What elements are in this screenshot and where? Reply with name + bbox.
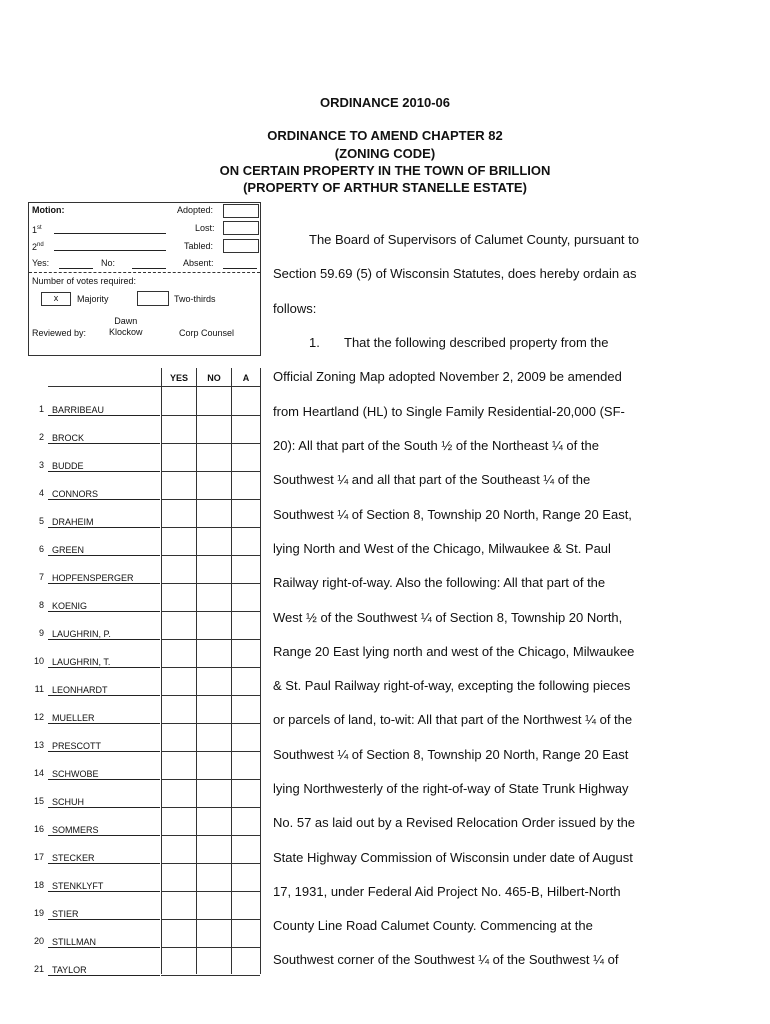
- no-column-rule: [196, 368, 197, 974]
- body-line-4: That the following described property from the: [344, 335, 609, 350]
- body-line-18: No. 57 as laid out by a Revised Relocation Order issued by the: [273, 815, 636, 830]
- body-line-1: The Board of Supervisors of Calumet County, pursuant to: [309, 232, 639, 247]
- member-name: LAUGHRIN, T.: [52, 657, 111, 667]
- body-line-17: lying Northwesterly of the right-of-way of State Trunk Highway: [273, 781, 629, 796]
- member-line: [48, 891, 160, 892]
- lost-label: Lost:: [195, 223, 215, 233]
- body-line-21: County Line Road Calumet County. Commencing at the: [273, 918, 593, 933]
- member-number: 4: [38, 488, 44, 498]
- member-line: [48, 919, 160, 920]
- member-name: LAUGHRIN, P.: [52, 629, 111, 639]
- tabled-label: Tabled:: [184, 241, 214, 251]
- vote-row-rule: [161, 751, 260, 752]
- votes-required-label: Number of votes required:: [32, 276, 137, 286]
- vote-row-rule: [161, 639, 260, 640]
- title-line-4: (PROPERTY OF ARTHUR STANELLE ESTATE): [243, 180, 527, 195]
- vote-row-rule: [161, 583, 260, 584]
- vote-row-rule: [161, 947, 260, 948]
- majority-label: Majority: [77, 294, 109, 304]
- body-line-2: Section 59.69 (5) of Wisconsin Statutes, does hereby ordain as: [273, 266, 637, 281]
- body-line-19: State Highway Commission of Wisconsin under date of August: [273, 850, 633, 865]
- table-right-rule: [260, 368, 261, 974]
- body-line-20: 17, 1931, under Federal Aid Project No. 465-B, Hilbert-North: [273, 884, 621, 899]
- member-line: [48, 751, 160, 752]
- body-line-15: or parcels of land, to-wit: All that part of the Northwest ¼ of the: [273, 712, 633, 727]
- body-line-8: Southwest ¼ and all that part of the Southeast ¼ of the: [273, 472, 591, 487]
- body-line-12: West ½ of the Southwest ¼ of Section 8, Township 20 North,: [273, 610, 623, 625]
- vote-row-rule: [161, 863, 260, 864]
- vote-row-rule: [161, 499, 260, 500]
- member-line: [48, 555, 160, 556]
- member-number: 2: [38, 432, 44, 442]
- body-line-13: Range 20 East lying north and west of the Chicago, Milwaukee: [273, 644, 635, 659]
- body-line-10: lying North and West of the Chicago, Milwaukee & St. Paul: [273, 541, 611, 556]
- member-line: [48, 527, 160, 528]
- member-line: [48, 415, 160, 416]
- member-number: 19: [33, 908, 44, 918]
- vote-row-rule: [161, 695, 260, 696]
- vote-row-rule: [161, 891, 260, 892]
- member-line: [48, 695, 160, 696]
- vote-row-rule: [161, 415, 260, 416]
- no-header: NO: [207, 373, 221, 383]
- majority-checkbox[interactable]: x: [41, 292, 71, 306]
- reviewer-first: Dawn: [114, 316, 138, 326]
- member-name: STECKER: [52, 853, 95, 863]
- body-line-11: Railway right-of-way. Also the following: All that part of the: [273, 575, 606, 590]
- member-number: 12: [33, 712, 44, 722]
- member-name: STIER: [52, 909, 79, 919]
- member-line: [48, 499, 160, 500]
- ordinance-number: ORDINANCE 2010-06: [319, 95, 451, 110]
- member-number: 18: [33, 880, 44, 890]
- yes-label: Yes:: [32, 258, 50, 268]
- body-line-6: from Heartland (HL) to Single Family Residential-20,000 (SF-: [273, 404, 625, 419]
- vote-row-rule: [161, 471, 260, 472]
- no-label: No:: [101, 258, 116, 268]
- two-thirds-label: Two-thirds: [174, 294, 216, 304]
- member-number: 9: [38, 628, 44, 638]
- vote-row-rule: [161, 443, 260, 444]
- member-number: 15: [33, 796, 44, 806]
- absent-column-rule: [231, 368, 232, 974]
- motion-label: Motion:: [32, 205, 65, 215]
- member-line: [48, 723, 160, 724]
- vote-header-rule: [48, 386, 260, 387]
- member-number: 17: [33, 852, 44, 862]
- vote-row-rule: [161, 919, 260, 920]
- member-number: 20: [33, 936, 44, 946]
- member-line: [48, 639, 160, 640]
- corp-counsel-label: Corp Counsel: [179, 328, 235, 338]
- vote-row-rule: [161, 667, 260, 668]
- member-name: BARRIBEAU: [52, 405, 105, 415]
- first-label: 1st: [32, 225, 42, 235]
- member-line: [48, 975, 160, 976]
- member-line: [48, 611, 160, 612]
- member-line: [48, 779, 160, 780]
- member-name: HOPFENSPERGER: [52, 573, 134, 583]
- member-line: [48, 583, 160, 584]
- absent-label: Absent:: [183, 258, 214, 268]
- member-number: 8: [38, 600, 44, 610]
- reviewed-by-label: Reviewed by:: [32, 328, 87, 338]
- body-line-5: Official Zoning Map adopted November 2, 2009 be amended: [273, 369, 622, 384]
- member-name: BUDDE: [52, 461, 84, 471]
- member-line: [48, 807, 160, 808]
- vote-row-rule: [161, 611, 260, 612]
- member-number: 21: [33, 964, 44, 974]
- body-line-3: follows:: [273, 301, 317, 316]
- body-line-16: Southwest ¼ of Section 8, Township 20 North, Range 20 East: [273, 747, 629, 762]
- member-name: MUELLER: [52, 713, 95, 723]
- member-name: LEONHARDT: [52, 685, 108, 695]
- vote-row-rule: [161, 555, 260, 556]
- member-number: 5: [38, 516, 44, 526]
- member-name: BROCK: [52, 433, 85, 443]
- vote-row-rule: [161, 807, 260, 808]
- member-name: SCHUH: [52, 797, 85, 807]
- body-line-9: Southwest ¼ of Section 8, Township 20 North, Range 20 East,: [273, 507, 632, 522]
- member-number: 1: [38, 404, 44, 414]
- title-line-1: ORDINANCE TO AMEND CHAPTER 82: [267, 128, 503, 143]
- vote-row-rule: [161, 779, 260, 780]
- title-line-3: ON CERTAIN PROPERTY IN THE TOWN OF BRILLION: [219, 163, 551, 178]
- reviewer-last: Klockow: [109, 327, 143, 337]
- member-number: 10: [33, 656, 44, 666]
- member-number: 6: [38, 544, 44, 554]
- member-name: CONNORS: [52, 489, 99, 499]
- member-line: [48, 863, 160, 864]
- yes-column-rule: [161, 368, 162, 974]
- vote-row-rule: [161, 723, 260, 724]
- body-line-7: 20): All that part of the South ½ of the Northeast ¼ of the: [273, 438, 599, 453]
- member-name: DRAHEIM: [52, 517, 94, 527]
- body-line-22: Southwest corner of the Southwest ¼ of the Southwest ¼ of: [273, 952, 619, 967]
- member-line: [48, 947, 160, 948]
- member-name: PRESCOTT: [52, 741, 102, 751]
- member-number: 16: [33, 824, 44, 834]
- member-number: 13: [33, 740, 44, 750]
- member-line: [48, 443, 160, 444]
- yes-header: YES: [169, 373, 188, 383]
- member-line: [48, 667, 160, 668]
- member-line: [48, 835, 160, 836]
- second-label: 2nd: [32, 242, 44, 252]
- member-name: TAYLOR: [52, 965, 87, 975]
- member-number: 14: [33, 768, 44, 778]
- item-number: 1.: [309, 335, 320, 350]
- member-name: GREEN: [52, 545, 85, 555]
- absent-header: A: [242, 373, 250, 383]
- member-name: STILLMAN: [52, 937, 97, 947]
- member-number: 11: [34, 684, 44, 694]
- vote-row-rule: [161, 975, 260, 976]
- vote-row-rule: [161, 527, 260, 528]
- member-name: SCHWOBE: [52, 769, 99, 779]
- vote-row-rule: [161, 835, 260, 836]
- member-name: SOMMERS: [52, 825, 99, 835]
- member-number: 7: [38, 572, 44, 582]
- member-number: 3: [38, 460, 44, 470]
- adopted-label: Adopted:: [177, 205, 214, 215]
- member-name: KOENIG: [52, 601, 88, 611]
- body-line-14: & St. Paul Railway right-of-way, excepting the following pieces: [273, 678, 631, 693]
- title-line-2: (ZONING CODE): [334, 146, 436, 161]
- member-name: STENKLYFT: [52, 881, 104, 891]
- member-line: [48, 471, 160, 472]
